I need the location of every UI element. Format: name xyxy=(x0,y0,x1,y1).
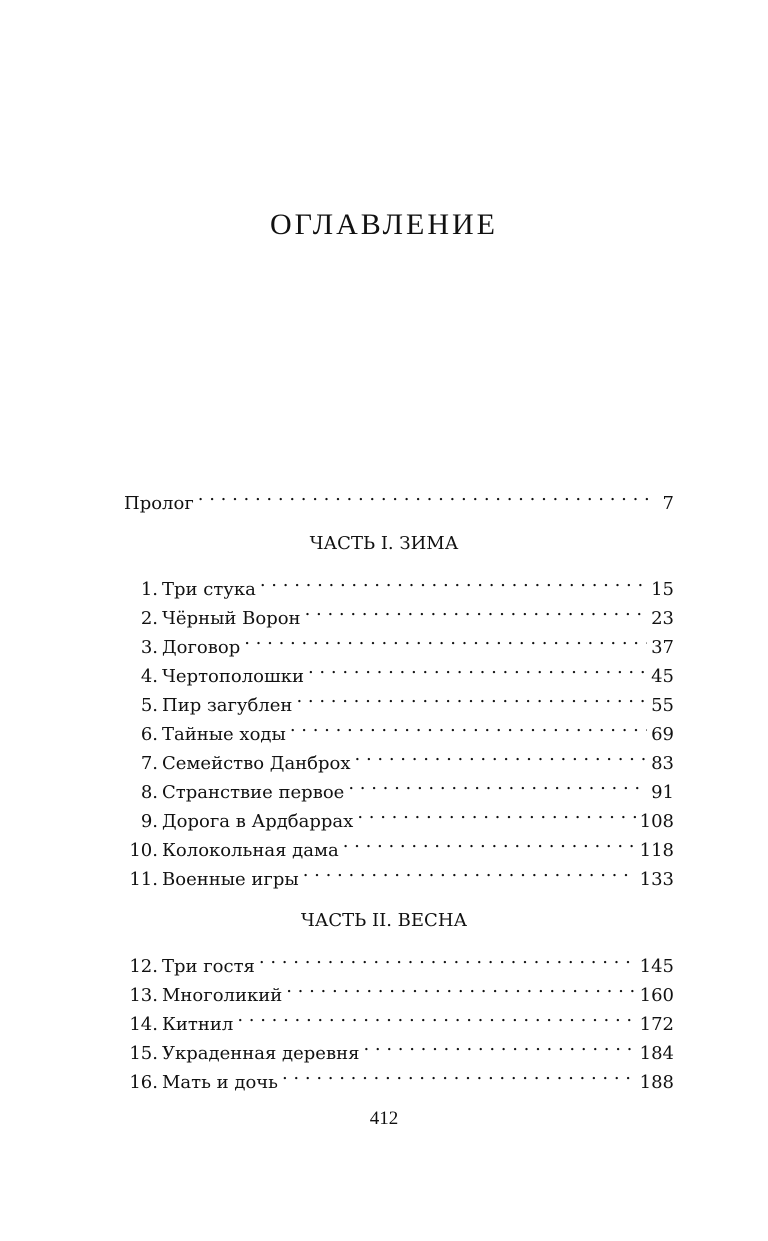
toc-entry[interactable] xyxy=(124,480,674,514)
entry-number: 9. xyxy=(140,811,158,832)
toc-entry[interactable] xyxy=(124,943,674,977)
leader-dots xyxy=(259,943,636,972)
part-heading: ЧАСТЬ I. ЗИМА xyxy=(309,533,459,554)
entry-label: Договор xyxy=(162,637,241,658)
entry-number: 16. xyxy=(129,1072,158,1093)
entry-label: Китнил xyxy=(162,1014,234,1035)
entry-label: Мать и дочь xyxy=(162,1072,278,1093)
leader-dots xyxy=(363,1030,635,1059)
leader-dots xyxy=(244,624,647,653)
entry-page: 91 xyxy=(651,782,674,803)
leader-dots xyxy=(348,769,647,798)
entry-number: 14. xyxy=(129,1014,158,1035)
leader-dots xyxy=(305,595,648,624)
entry-page: 37 xyxy=(651,637,674,658)
page-title: ОГЛАВЛЕНИЕ xyxy=(270,208,498,241)
leader-dots xyxy=(357,798,635,827)
entry-label: Пролог xyxy=(124,493,194,514)
entry-label: Военные игры xyxy=(162,869,299,890)
entry-page: 69 xyxy=(651,724,674,745)
leader-dots xyxy=(355,740,648,769)
entry-number: 4. xyxy=(140,666,158,687)
leader-dots xyxy=(198,480,652,509)
entry-number: 15. xyxy=(129,1043,158,1064)
entry-number: 11. xyxy=(129,869,158,890)
entry-label: Три стука xyxy=(162,579,256,600)
leader-dots xyxy=(308,653,647,682)
leader-dots xyxy=(303,856,636,885)
entry-page: 160 xyxy=(639,985,674,1006)
entry-page: 184 xyxy=(639,1043,674,1064)
leader-dots xyxy=(343,827,636,856)
entry-page: 23 xyxy=(651,608,674,629)
entry-label: Чёрный Ворон xyxy=(162,608,301,629)
entry-label: Колокольная дама xyxy=(162,840,339,861)
entry-page: 145 xyxy=(639,956,674,977)
entry-page: 118 xyxy=(639,840,674,861)
entry-number: 6. xyxy=(140,724,158,745)
entry-page: 133 xyxy=(639,869,674,890)
entry-label: Дорога в Ардбаррах xyxy=(162,811,354,832)
leader-dots xyxy=(282,1059,636,1088)
entry-label: Семейство Данброх xyxy=(162,753,351,774)
toc-entry[interactable] xyxy=(124,566,674,600)
entry-page: 188 xyxy=(639,1072,674,1093)
entry-label: Многоликий xyxy=(162,985,283,1006)
entry-label: Странствие первое xyxy=(162,782,345,803)
entry-number: 2. xyxy=(140,608,158,629)
toc-prologue xyxy=(124,480,674,514)
entry-number: 5. xyxy=(140,695,158,716)
leader-dots xyxy=(296,682,647,711)
toc-part2 xyxy=(124,943,674,1093)
leader-dots xyxy=(260,566,647,595)
entry-number: 12. xyxy=(129,956,158,977)
leader-dots xyxy=(290,711,647,740)
entry-page: 45 xyxy=(651,666,674,687)
entry-label: Три гостя xyxy=(162,956,255,977)
leader-dots xyxy=(286,972,635,1001)
entry-page: 55 xyxy=(651,695,674,716)
entry-number: 10. xyxy=(129,840,158,861)
entry-label: Чертополошки xyxy=(162,666,304,687)
entry-page: 83 xyxy=(651,753,674,774)
entry-label: Украденная деревня xyxy=(162,1043,360,1064)
entry-page: 15 xyxy=(651,579,674,600)
entry-number: 1. xyxy=(140,579,158,600)
entry-label: Тайные ходы xyxy=(162,724,286,745)
entry-number: 13. xyxy=(129,985,158,1006)
toc-part1 xyxy=(124,566,674,890)
entry-label: Пир загублен xyxy=(162,695,293,716)
entry-number: 3. xyxy=(140,637,158,658)
entry-number: 8. xyxy=(140,782,158,803)
part-heading: ЧАСТЬ II. ВЕСНА xyxy=(300,910,468,931)
page-number: 412 xyxy=(369,1108,399,1129)
entry-page: 7 xyxy=(662,493,674,514)
leader-dots xyxy=(237,1001,635,1030)
entry-number: 7. xyxy=(140,753,158,774)
entry-page: 172 xyxy=(639,1014,674,1035)
entry-page: 108 xyxy=(639,811,674,832)
